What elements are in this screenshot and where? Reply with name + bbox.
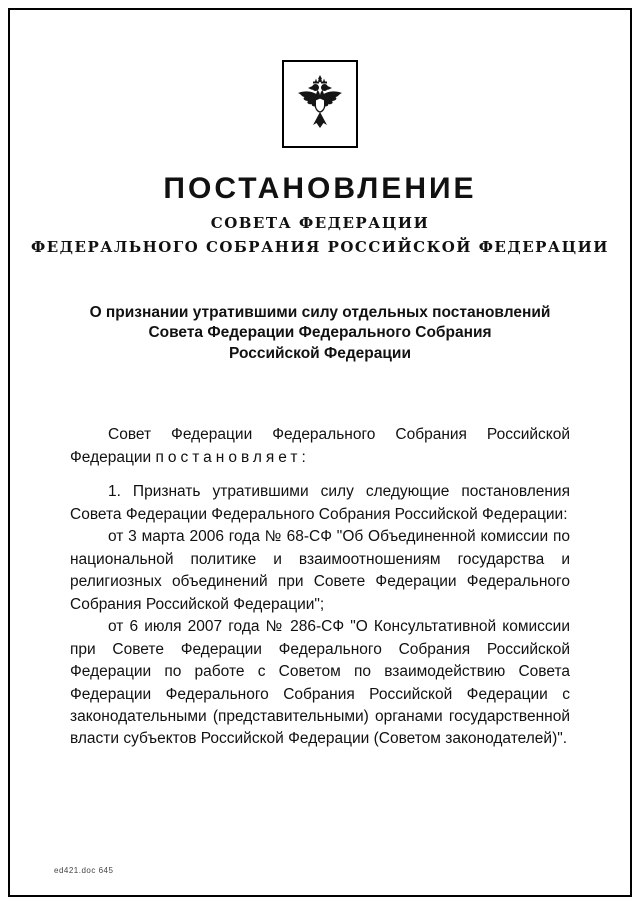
subject-line: Совета Федерации Федерального Собрания: [148, 324, 492, 342]
document-subject: [10, 303, 630, 364]
body-paragraph-4: от 6 июля 2007 года № 286-СФ "О Консультативной комиссии при Совете Федерации Федерального Собрания Российской Федерации по работе с Советом по взаимодействию Совета Федерации Федерального Собрания Российской Федерации с законодательными (представительными) органами государственной власти субъектов Российской Федерации (Советом законодателей)".: [70, 618, 570, 748]
body-paragraph-2: 1. Признать утратившими силу следующие постановления Совета Федерации Федерального Собрания Российской Федерации:: [70, 483, 570, 523]
coat-of-arms-box: [282, 60, 358, 148]
body-paragraph-1: [70, 424, 570, 469]
footer-file-note: ed421.doc 645: [54, 866, 114, 875]
document-body: [70, 424, 570, 751]
subject-line: О признании утратившими силу отдельных постановлений: [89, 304, 551, 321]
org-name-line-2: ФЕДЕРАЛЬНОГО СОБРАНИЯ РОССИЙСКОЙ ФЕДЕРАЦИИ: [31, 238, 609, 256]
body-paragraph-3: от 3 марта 2006 года № 68-СФ "Об Объединенной комиссии по национальной политике и взаимоотношениям государства и религиозных объединений при Совете Федерации Федерального Собрания Российской Федерации";: [70, 528, 570, 613]
paragraph-text: Совет Федерации Федерального Собрания Российской Федерации: [70, 426, 570, 466]
document-page: [8, 8, 632, 897]
document-title: ПОСТАНОВЛЕНИЕ: [163, 172, 477, 205]
paragraph-emphasized-word: постановляет:: [155, 448, 310, 466]
subject-line: Российской Федерации: [229, 344, 411, 362]
org-name-line-1: СОВЕТА ФЕДЕРАЦИИ: [210, 214, 430, 232]
coat-of-arms-icon: [295, 75, 345, 133]
